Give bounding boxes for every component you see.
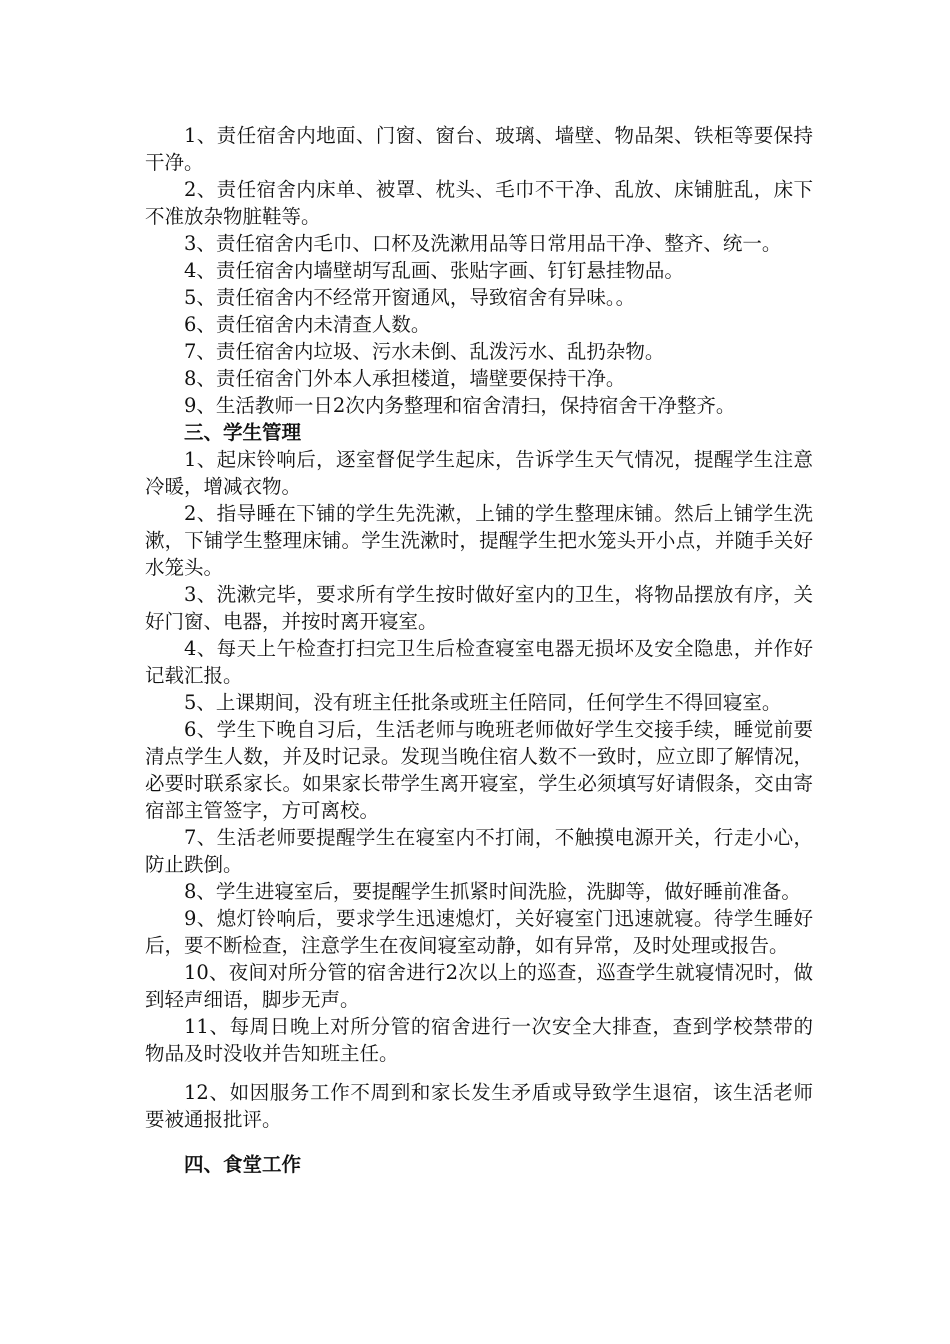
document-page [145, 122, 813, 1178]
student-management-list [145, 446, 813, 1133]
list-item: 8、学生进寝室后，要提醒学生抓紧时间洗脸，洗脚等，做好睡前准备。 [184, 880, 801, 903]
list-item: 9、生活教师一日2次内务整理和宿舍清扫，保持宿舍干净整齐。 [184, 394, 736, 417]
list-item: 11、每周日晚上对所分管的宿舍进行一次安全大排查，查到学校禁带的物品及时没收并告知班主任。 [145, 1015, 813, 1065]
list-item: 7、责任宿舍内垃圾、污水未倒、乱泼污水、乱扔杂物。 [184, 340, 665, 363]
list-item: 6、学生下晚自习后，生活老师与晚班老师做好学生交接手续，睡觉前要清点学生人数，并及时记录。发现当晚住宿人数不一致时，应立即了解情况，必要时联系家长。如果家长带学生离开寝室，学生必须填写好请假条，交由寄宿部主管签字，方可离校。 [145, 718, 813, 822]
section-heading-student-management: 三、学生管理 [184, 421, 302, 444]
list-item: 8、责任宿舍门外本人承担楼道，墙壁要保持干净。 [184, 367, 626, 390]
list-item: 5、上课期间，没有班主任批条或班主任陪同，任何学生不得回寝室。 [184, 691, 782, 714]
list-item: 5、责任宿舍内不经常开窗通风，导致宿舍有异味。。 [184, 286, 636, 309]
dormitory-hygiene-list [145, 122, 813, 419]
list-item: 2、指导睡在下铺的学生先洗漱，上铺的学生整理床铺。然后上铺学生洗漱，下铺学生整理床铺。学生洗漱时，提醒学生把水笼头开小点，并随手关好水笼头。 [145, 502, 813, 579]
list-item: 4、每天上午检查打扫完卫生后检查寝室电器无损坏及安全隐患，并作好记载汇报。 [145, 637, 813, 687]
list-item: 4、责任宿舍内墙壁胡写乱画、张贴字画、钉钉悬挂物品。 [184, 259, 684, 282]
list-item: 7、生活老师要提醒学生在寝室内不打闹，不触摸电源开关，行走小心，防止跌倒。 [145, 826, 813, 876]
list-item: 3、洗漱完毕，要求所有学生按时做好室内的卫生，将物品摆放有序，关好门窗、电器，并按时离开寝室。 [145, 583, 813, 633]
section-heading-canteen-work: 四、食堂工作 [184, 1153, 302, 1176]
list-item: 3、责任宿舍内毛巾、口杯及洗漱用品等日常用品干净、整齐、统一。 [184, 232, 782, 255]
list-item: 12、如因服务工作不周到和家长发生矛盾或导致学生退宿，该生活老师要被通报批评。 [145, 1081, 813, 1131]
list-item: 10、夜间对所分管的宿舍进行2次以上的巡查，巡查学生就寝情况时，做到轻声细语，脚步无声。 [145, 961, 813, 1011]
list-item: 6、责任宿舍内未清查人数。 [184, 313, 431, 336]
list-item: 1、责任宿舍内地面、门窗、窗台、玻璃、墙壁、物品架、铁柜等要保持干净。 [145, 124, 813, 174]
list-item: 2、责任宿舍内床单、被罩、枕头、毛巾不干净、乱放、床铺脏乱，床下不准放杂物脏鞋等。 [145, 178, 813, 228]
list-item: 9、熄灯铃响后，要求学生迅速熄灯，关好寝室门迅速就寝。待学生睡好后，要不断检查，注意学生在夜间寝室动静，如有异常，及时处理或报告。 [145, 907, 813, 957]
list-item: 1、起床铃响后，逐室督促学生起床，告诉学生天气情况，提醒学生注意冷暖，增减衣物。 [145, 448, 813, 498]
